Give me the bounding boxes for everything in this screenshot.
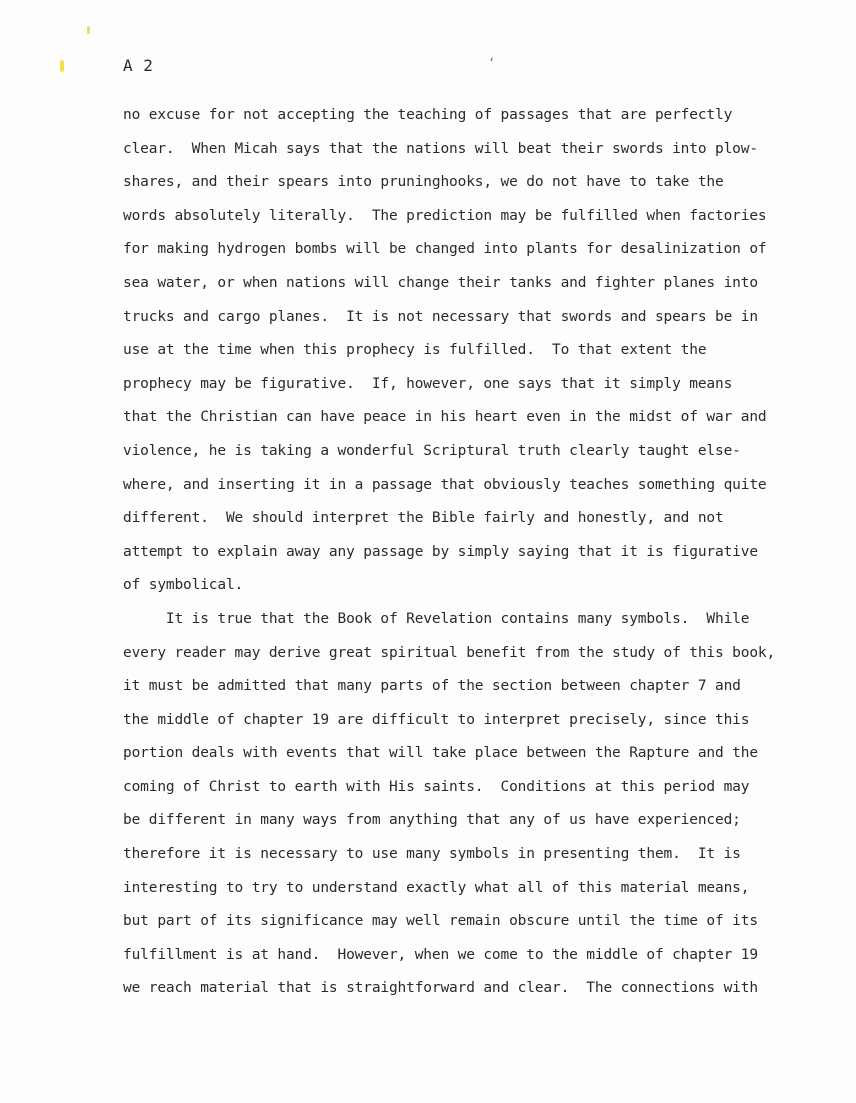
text-line: portion deals with events that will take place between the Rapture and the bbox=[123, 745, 758, 762]
highlighter-mark bbox=[87, 26, 90, 34]
stray-mark: ‘ bbox=[488, 56, 496, 70]
text-line: the middle of chapter 19 are difficult to interpret precisely, since this bbox=[123, 711, 750, 728]
text-line: no excuse for not accepting the teaching of passages that are perfectly bbox=[123, 107, 733, 123]
text-line: attempt to explain away any passage by simply saying that it is figurative bbox=[123, 543, 758, 560]
text-line: violence, he is taking a wonderful Scriptural truth clearly taught else- bbox=[123, 442, 741, 459]
highlighter-mark bbox=[60, 60, 64, 72]
text-line: but part of its significance may well remain obscure until the time of its bbox=[123, 913, 758, 930]
text-line: fulfillment is at hand. However, when we come to the middle of chapter 19 bbox=[123, 946, 758, 963]
text-line: use at the time when this prophecy is fulfilled. To that extent the bbox=[123, 342, 707, 359]
text-line: every reader may derive great spiritual benefit from the study of this book, bbox=[123, 644, 776, 661]
text-line: clear. When Micah says that the nations will beat their swords into plow- bbox=[123, 140, 758, 157]
text-line: we reach material that is straightforward and clear. The connections with bbox=[123, 980, 758, 997]
body-text bbox=[123, 104, 776, 1011]
text-line: coming of Christ to earth with His saints. Conditions at this period may bbox=[123, 778, 750, 795]
text-line: It is true that the Book of Revelation contains many symbols. While bbox=[123, 610, 750, 627]
text-line: where, and inserting it in a passage that obviously teaches something quite bbox=[123, 476, 767, 493]
text-line: shares, and their spears into pruninghooks, we do not have to take the bbox=[123, 174, 724, 191]
text-line: of symbolical. bbox=[123, 577, 244, 594]
text-line: interesting to try to understand exactly what all of this material means, bbox=[123, 879, 750, 896]
page-number: A 2 bbox=[123, 56, 154, 75]
text-line: trucks and cargo planes. It is not necessary that swords and spears be in bbox=[123, 308, 758, 325]
text-line: be different in many ways from anything that any of us have experienced; bbox=[123, 812, 741, 829]
text-line: words absolutely literally. The prediction may be fulfilled when factories bbox=[123, 207, 767, 224]
text-line: prophecy may be figurative. If, however, one says that it simply means bbox=[123, 375, 733, 392]
text-line: sea water, or when nations will change their tanks and fighter planes into bbox=[123, 274, 758, 291]
text-line: for making hydrogen bombs will be changed into plants for desalinization of bbox=[123, 241, 767, 258]
text-line: that the Christian can have peace in his heart even in the midst of war and bbox=[123, 409, 767, 426]
text-line: therefore it is necessary to use many symbols in presenting them. It is bbox=[123, 846, 741, 863]
text-line: it must be admitted that many parts of the section between chapter 7 and bbox=[123, 678, 741, 695]
text-line: different. We should interpret the Bible fairly and honestly, and not bbox=[123, 510, 724, 527]
